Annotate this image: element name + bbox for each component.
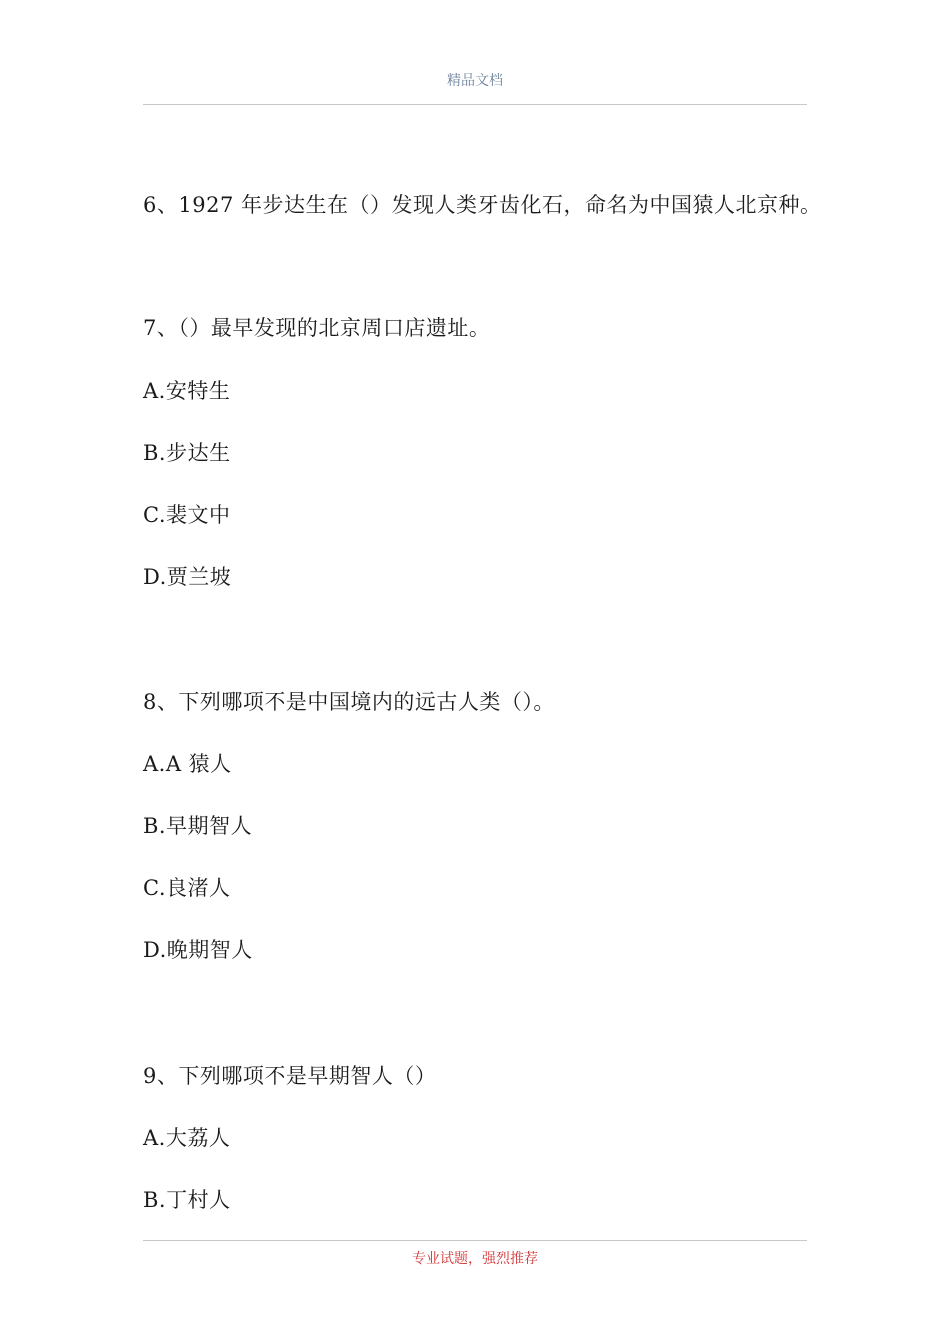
- option-c: C.良渚人: [143, 876, 231, 900]
- option-d: D.晚期智人: [143, 938, 253, 962]
- question-stem: 9、下列哪项不是早期智人（）: [143, 1064, 437, 1088]
- option-b: B.早期智人: [143, 814, 253, 838]
- question-stem: 7、（）最早发现的北京周口店遗址。: [143, 316, 491, 340]
- option-d: D.贾兰坡: [143, 565, 232, 589]
- option-a: A.安特生: [143, 379, 231, 403]
- footer-divider: [143, 1240, 807, 1241]
- option-b: B.丁村人: [143, 1188, 231, 1212]
- question-stem: 8、下列哪项不是中国境内的远古人类（）。: [143, 690, 555, 714]
- page-header: 精品文档: [447, 73, 503, 89]
- header-divider: [143, 104, 807, 105]
- option-c: C.裴文中: [143, 503, 231, 527]
- page-footer: 专业试题，强烈推荐: [412, 1251, 538, 1267]
- option-b: B.步达生: [143, 441, 231, 465]
- question-stem: 6、1927 年步达生在（）发现人类牙齿化石，命名为中国猿人北京种。: [143, 193, 822, 217]
- option-a: A.大荔人: [143, 1126, 231, 1150]
- option-a: A.A 猿人: [143, 752, 232, 776]
